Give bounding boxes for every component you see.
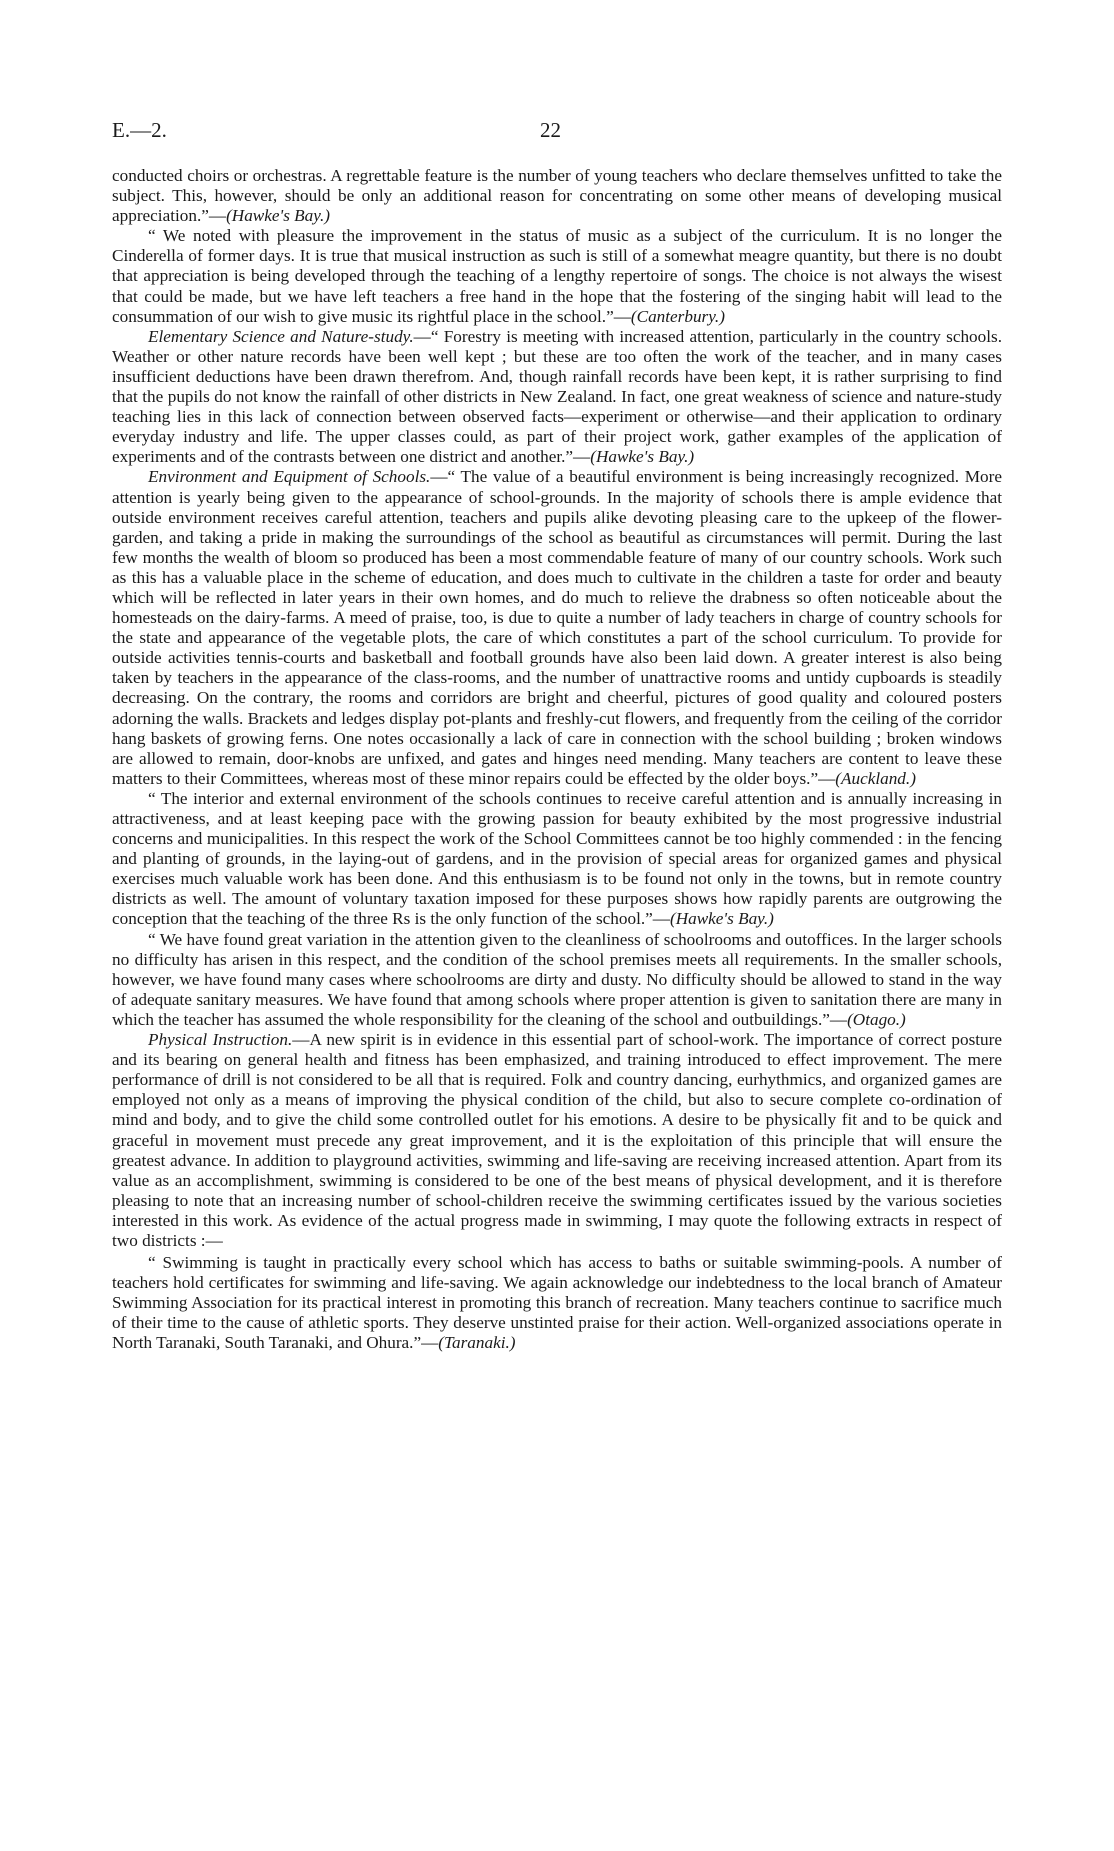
- paragraph-text: —“ Forestry is meeting with increased attention, particularly in the country schools. Weather or other nature records have been well kept ; but these are too often the work of the teacher, and in many cases insufficient deductions have been drawn therefrom. And, though rainfall records have been kept, it is rather surprising to find that the pupils do not know the rainfall of other districts in New Zealand. In fact, one great weakness of science and nature-study teaching lies in this lack of connection between observed facts—experiment or otherwise—and their application to ordinary everyday industry and life. The upper classes could, as part of their project work, gather examples of the application of experiments and of the contrasts between one district and another.”—: [112, 326, 1002, 467]
- source-attribution: (Canterbury.): [630, 306, 725, 326]
- paragraph-environment-hawkes-bay: [112, 789, 1002, 930]
- paragraph-text: “ The interior and external environment of the schools continues to receive careful attention and is annually increasing in attractiveness, and at least keeping pace with the growing passion for beauty exhibited by the most progressive industrial concerns and municipalities. In this respect the work of the School Committees cannot be too highly commended : in the fencing and planting of grounds, in the laying-out of gardens, and in the provision of special areas for organized games and physical exercises much valuable work has been done. And this enthusiasm is to be found not only in the towns, but in remote country districts as well. The amount of voluntary taxation imposed for these purposes shows how rapidly parents are outgrowing the conception that the teaching of the three Rs is the only function of the school.”—: [112, 788, 1002, 929]
- report-body: [112, 166, 1002, 1354]
- paragraph-text: conducted choirs or orchestras. A regrettable feature is the number of young teachers who declare themselves unfitted to take the subject. This, however, should be only an additional reason for concentrating on some other means of developing musical appreciation.”—: [112, 166, 1002, 226]
- source-attribution: (Taranaki.): [438, 1333, 516, 1353]
- source-attribution: (Hawke's Bay.): [226, 206, 330, 226]
- paragraph-nature-study: [112, 327, 1002, 468]
- source-attribution: (Otago.): [847, 1009, 906, 1029]
- section-heading: Elementary Science and Nature-study.: [148, 326, 414, 346]
- paragraph-swimming-taranaki: [112, 1253, 1002, 1353]
- paragraph-text: —A new spirit is in evidence in this essential part of school-work. The importance of correct posture and its bearing on general health and fitness has been emphasized, and training introduced to effect improvement. The mere performance of drill is not considered to be all that is required. Folk and country dancing, eurhythmics, and organized games are employed not only as a means of improving the physical condition of the child, but also to secure complete co-ordination of mind and body, and to give the child some controlled outlet for his emotions. A desire to be physically fit and to be quick and graceful in movement must precede any great improvement, and it is the exploitation of this principle that will ensure the greatest advance. In addition to playground activities, swimming and life-saving are receiving increased attention. Apart from its value as an accomplishment, swimming is considered to be one of the best means of physical development, and it is therefore pleasing to note that an increasing number of school-children receive the swimming certificates issued by the various societies interested in this work. As evidence of the actual progress made in swimming, I may quote the following extracts in respect of two districts :—: [112, 1030, 1002, 1250]
- paragraph-music-canterbury: [112, 226, 1002, 326]
- paragraph-text: “ We noted with pleasure the improvement in the status of music as a subject of the curriculum. It is no longer the Cinderella of former days. It is true that musical instruction as such is still of a somewhat meagre quantity, but there is no doubt that appreciation is being developed through the teaching of a lengthy repertoire of songs. The choice is not always the wisest that could be made, but we have left teachers a free hand in the hope that the fostering of the singing habit will lead to the consummation of our wish to give music its rightful place in the school.”—: [112, 226, 1002, 326]
- paragraph-environment-auckland: [112, 467, 1002, 789]
- page-header: [112, 118, 1002, 148]
- section-heading: Physical Instruction.: [148, 1030, 293, 1050]
- source-attribution: (Hawke's Bay.): [669, 909, 774, 929]
- paragraph-text: “ We have found great variation in the attention given to the cleanliness of schoolrooms and outoffices. In the larger schools no difficulty has arisen in this respect, and the condition of the school premises meets all requirements. In the smaller schools, however, we have found many cases where schoolrooms are dirty and dusty. No difficulty should be allowed to stand in the way of adequate sanitary measures. We have found that among schools where proper attention is given to sanitation there are many in which the teacher has assumed the whole responsibility for the cleaning of the school and outbuildings.”—: [112, 929, 1002, 1029]
- paragraph-physical-instruction: [112, 1030, 1002, 1251]
- source-attribution: (Hawke's Bay.): [590, 447, 695, 467]
- paragraph-text: —“ The value of a beautiful environment is being increasingly recognized. More attention is yearly being given to the appearance of school-grounds. In the majority of schools there is ample evidence that outside environment receives careful attention, teachers and pupils alike devoting pleasing care to the upkeep of the flower-garden, and taking a pride in making the surroundings of the school as beautiful as circumstances will permit. During the last few months the wealth of bloom so produced has been a most commendable feature of many of our country schools. Work such as this has a valuable place in the scheme of education, and does much to cultivate in the children a taste for order and beauty which will be reflected in later years in their own homes, and do much to relieve the drabness so often noticeable about the homesteads on the dairy-farms. A meed of praise, too, is due to quite a number of lady teachers in charge of country schools for the state and appearance of the vegetable plots, the care of which constitutes a part of the school curriculum. To provide for outside activities tennis-courts and basketball and football grounds have also been laid down. A greater interest is also being taken by teachers in the appearance of the class-rooms, and the number of unattractive rooms and untidy cupboards is steadily decreasing. On the contrary, the rooms and corridors are bright and cheerful, pictures of good quality and coloured posters adorning the walls. Brackets and ledges display pot-plants and freshly-cut flowers, and frequently from the ceiling of the corridor hang baskets of growing ferns. One notes occasionally a lack of care in connection with the school building ; broken windows are allowed to remain, door-knobs are unfixed, and gates and hinges need mending. Many teachers are content to leave these matters to their Committees, whereas most of these minor repairs could be effected by the older boys.”—: [112, 467, 1002, 788]
- page-number: 22: [540, 118, 561, 142]
- paragraph-music-hawkes-bay: [112, 166, 1002, 226]
- paragraph-cleanliness-otago: [112, 930, 1002, 1030]
- section-heading: Environment and Equipment of Schools.: [148, 467, 431, 487]
- paragraph-text: “ Swimming is taught in practically every school which has access to baths or suitable swimming-pools. A number of teachers hold certificates for swimming and life-saving. We again acknowledge our indebtedness to the local branch of Amateur Swimming Association for its practical interest in promoting this branch of recreation. Many teachers continue to sacrifice much of their time to the cause of athletic sports. They deserve unstinted praise for their action. Well-organized associations operate in North Taranaki, South Taranaki, and Ohura.”—: [112, 1253, 1002, 1353]
- section-code: E.—2.: [112, 118, 167, 142]
- source-attribution: (Auckland.): [835, 768, 916, 788]
